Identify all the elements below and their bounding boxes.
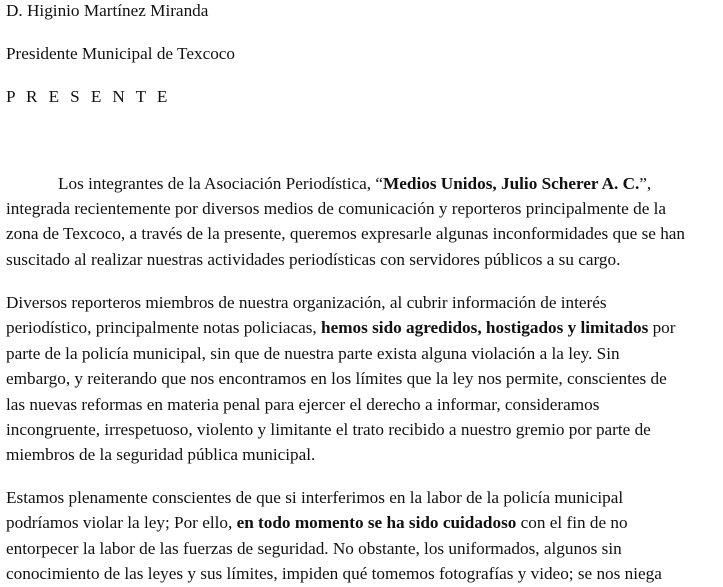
paragraph-2-line-2 bbox=[6, 315, 676, 341]
paragraph-2-text: por bbox=[648, 318, 676, 337]
paragraph-2-line-6: incongruente, irrespetuoso, violento y limitante el trato recibido a nuestro gremio por parte de bbox=[6, 420, 651, 439]
paragraph-2-line-4: embargo, y reiterando que nos encontramos en los límites que la ley nos permite, conscientes de bbox=[6, 369, 667, 388]
association-name: Medios Unidos, Julio Scherer A. C. bbox=[383, 174, 640, 193]
paragraph-1-text: Los integrantes de la Asociación Periodística, “ bbox=[58, 174, 384, 193]
paragraph-1-line-3: zona de Texcoco, a través de la presente, queremos expresarle algunas inconformidades que se han bbox=[6, 224, 686, 243]
salutation: P R E S E N T E bbox=[6, 87, 171, 106]
recipient-title: Presidente Municipal de Texcoco bbox=[6, 44, 236, 63]
paragraph-1-line-2: integrada recientemente por diversos medios de comunicación y reporteros principalmente de la bbox=[6, 199, 667, 218]
paragraph-3-line-4: conocimiento de las leyes y sus límites, impiden qué tomemos fotografías y video; se nos niega bbox=[6, 564, 662, 583]
paragraph-3-text: podríamos violar la ley; Por ello, bbox=[6, 513, 237, 532]
paragraph-1-line-4: suscitado al realizar nuestras actividades periodísticas con servidores públicos a su cargo. bbox=[6, 250, 621, 269]
paragraph-2-text: periodístico, principalmente notas policiacas, bbox=[6, 318, 322, 337]
paragraph-1-text: ”, bbox=[639, 174, 652, 193]
paragraph-2-line-1: Diversos reporteros miembros de nuestra organización, al cubrir información de interés bbox=[6, 293, 607, 312]
paragraph-1-line-1 bbox=[58, 171, 651, 197]
emphasis-text: en todo momento se ha sido cuidadoso bbox=[236, 513, 517, 532]
paragraph-2-line-7: miembros de la seguridad pública municipal. bbox=[6, 445, 316, 464]
paragraph-2-line-5: las nuevas reformas en materia penal para ejercer el derecho a informar, consideramos bbox=[6, 395, 600, 414]
paragraph-3-text: con el fin de no bbox=[516, 513, 628, 532]
recipient-name: D. Higinio Martínez Miranda bbox=[6, 1, 209, 20]
paragraph-3-line-2 bbox=[6, 510, 628, 536]
emphasis-text: hemos sido agredidos, hostigados y limitados bbox=[321, 318, 649, 337]
paragraph-3-line-3: entorpecer la labor de las fuerzas de seguridad. No obstante, los uniformados, algunos sin bbox=[6, 539, 622, 558]
paragraph-2-line-3: parte de la policía municipal, sin que de nuestra parte exista alguna violación a la ley. Sin bbox=[6, 344, 620, 363]
paragraph-3-line-1: Estamos plenamente conscientes de que si interferimos en la labor de la policía municipal bbox=[6, 488, 624, 507]
